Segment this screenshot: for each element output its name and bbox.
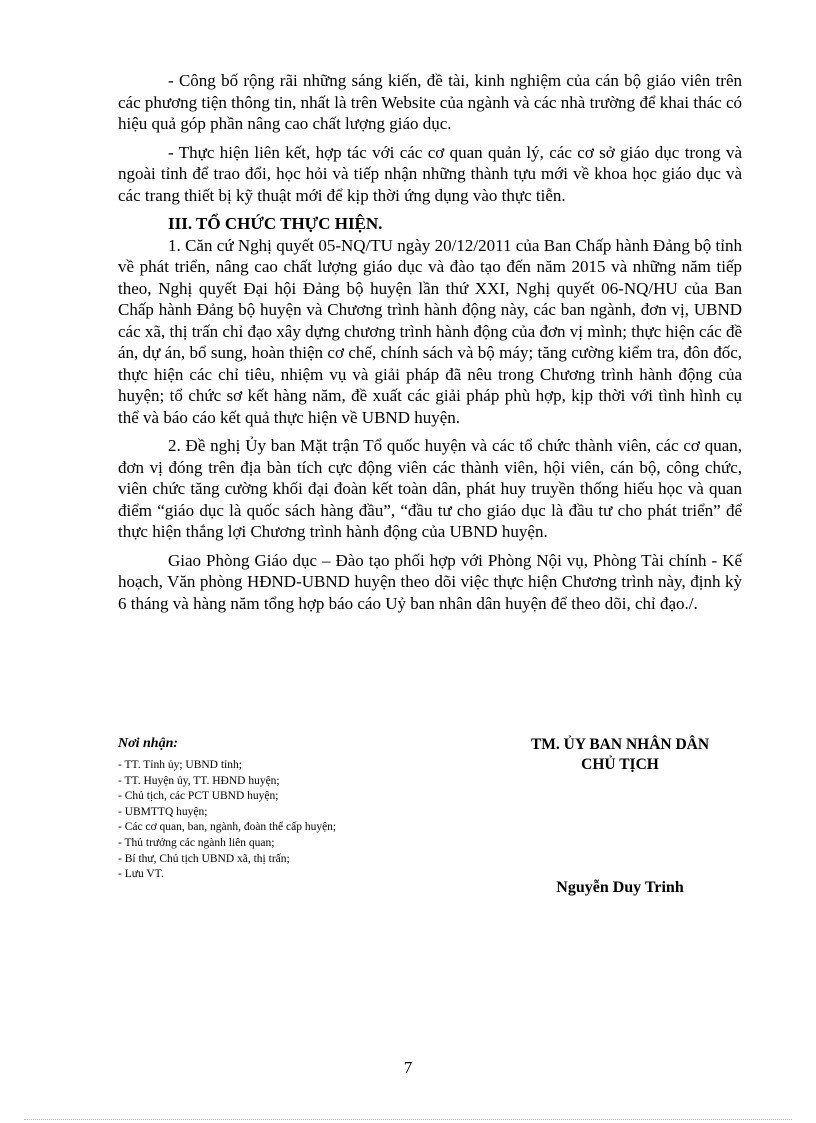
document-body (118, 70, 742, 614)
document-footer (118, 735, 742, 915)
recipients-block (118, 735, 448, 883)
list-item: - TT. Huyện ủy, TT. HĐND huyện; (118, 774, 280, 787)
recipients-list (118, 758, 448, 883)
signature-organization: TM. ỦY BAN NHÂN DÂN (530, 736, 710, 753)
list-item: - UBMTTQ huyện; (118, 805, 208, 818)
paragraph-publish-initiatives: - Công bố rộng rãi những sáng kiến, đề tài, kinh nghiệm của cán bộ giáo viên trên các phương tiện thông tin, nhất là trên Website của ngành và các nhà trường để khai thác có hiệu quả góp phần nâng cao chất lượng giáo dục. (118, 71, 742, 133)
list-item: - TT. Tỉnh ủy; UBND tỉnh; (118, 759, 242, 771)
recipients-title: Nơi nhận: (118, 736, 179, 751)
section-heading: III. TỔ CHỨC THỰC HIỆN. (168, 214, 383, 233)
list-item: - Bí thư, Chủ tịch UBND xã, thị trấn; (118, 852, 290, 865)
paragraph-cooperation: - Thực hiện liên kết, hợp tác với các cơ quan quản lý, các cơ sở giáo dục trong và ngoài tỉnh để trao đổi, học hỏi và tiếp nhận những thành tựu mới về khoa học giáo dục và các trang thiết bị kỹ thuật mới để kịp thời ứng dụng vào thực tiễn. (118, 142, 742, 205)
signer-name: Nguyễn Duy Trinh (556, 879, 684, 896)
paragraph-implementation-1: 1. Căn cứ Nghị quyết 05-NQ/TU ngày 20/12/2011 của Ban Chấp hành Đảng bộ tỉnh về phát triển, nâng cao chất lượng giáo dục và đào tạo đến năm 2015 và những năm tiếp theo, Nghị quyết Đại hội Đảng bộ huyện lần thứ XXI, Nghị quyết 06-NQ/HU của Ban Chấp hành Đảng bộ huyện và Chương trình hành động này, các ban ngành, đơn vị, UBND các xã, thị trấn chỉ đạo xây dựng chương trình hành động của đơn vị mình; thực hiện các đề án, dự án, bổ sung, hoàn thiện cơ chế, chính sách và bộ máy; tăng cường kiểm tra, đôn đốc, thực hiện các chỉ tiêu, nhiệm vụ và giải pháp đã nêu trong Chương trình hành động của huyện; tổ chức sơ kết hàng năm, đề xuất các giải pháp phù hợp, kịp thời với tình hình cụ thể và báo cáo kết quả thực hiện về UBND huyện. (118, 235, 742, 427)
page-edge-divider (24, 1119, 792, 1120)
list-item: - Thủ trưởng các ngành liên quan; (118, 836, 275, 849)
paragraph-assignment: Giao Phòng Giáo dục – Đào tạo phối hợp với Phòng Nội vụ, Phòng Tài chính - Kế hoạch, Văn phòng HĐND-UBND huyện theo dõi việc thực hiện Chương trình này, định kỳ 6 tháng và hàng năm tổng hợp báo cáo Uỷ ban nhân dân huyện để theo dõi, chỉ đạo./. (118, 550, 742, 613)
list-item: - Lưu VT. (118, 868, 164, 881)
signature-block (488, 735, 752, 896)
paragraph-implementation-2: 2. Đề nghị Ủy ban Mặt trận Tổ quốc huyện và các tổ chức thành viên, các cơ quan, đơn vị đóng trên địa bàn tích cực động viên các thành viên, hội viên, cán bộ, công chức, viên chức tăng cường khối đại đoàn kết toàn dân, phát huy truyền thống hiếu học và quan điểm “giáo dục là quốc sách hàng đầu”, “đầu tư cho giáo dục là đầu tư cho phát triển” để thực hiện thắng lợi Chương trình hành động của UBND huyện. (118, 436, 742, 541)
list-item: - Các cơ quan, ban, ngành, đoàn thể cấp huyện; (118, 821, 337, 834)
list-item: - Chủ tịch, các PCT UBND huyện; (118, 790, 279, 803)
signature-title: CHỦ TỊCH (581, 756, 659, 773)
page-number: 7 (403, 1058, 413, 1077)
